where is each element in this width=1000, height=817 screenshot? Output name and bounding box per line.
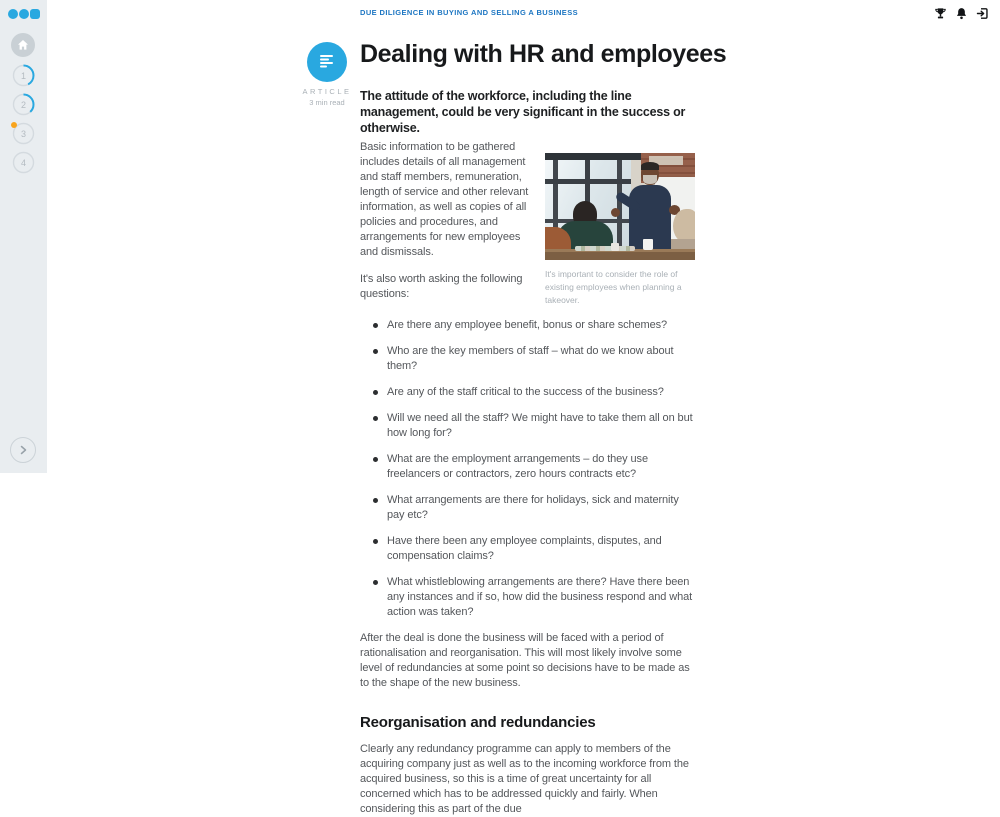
article-body: [360, 140, 695, 817]
article-meta: [297, 42, 357, 107]
step-number: 1: [20, 70, 26, 81]
article-photo: [545, 153, 695, 307]
logo-dot: [19, 9, 29, 19]
sign-out-button[interactable]: [976, 7, 989, 20]
photo-presenter-beard: [643, 175, 657, 184]
article-standfirst: The attitude of the workforce, including the line management, could be very significant in the success or otherwise.: [360, 89, 686, 135]
photo-mug: [611, 243, 619, 251]
bell-icon: [955, 7, 968, 20]
sidebar-step-1[interactable]: [12, 64, 35, 87]
questions-list: [360, 318, 695, 620]
sidebar-step-4[interactable]: [12, 151, 35, 174]
breadcrumb[interactable]: DUE DILIGENCE IN BUYING AND SELLING A BUSINESS: [360, 8, 578, 17]
photo-table-items: [575, 246, 635, 251]
article-icon: [316, 51, 338, 73]
home-icon: [17, 39, 29, 51]
sidebar-expand-button[interactable]: [10, 437, 36, 463]
brand-logo[interactable]: [8, 9, 40, 19]
photo-ceiling-beam: [545, 153, 645, 160]
chevron-right-icon: [17, 444, 29, 456]
paragraph: Clearly any redundancy programme can apply to members of the acquiring company just as well as to the incoming workforce from the acquired business, so this is a time of great uncertainty for all concerned which has to be addressed quickly and fairly. When considering this as part of the due: [360, 743, 689, 815]
list-item: Are any of the staff critical to the success of the business?: [360, 385, 695, 400]
logo-dot: [30, 9, 40, 19]
paragraph: It's also worth asking the following questions:: [360, 273, 523, 300]
achievements-button[interactable]: [934, 7, 947, 20]
photo-mug: [643, 239, 653, 250]
step-number: 3: [20, 128, 26, 139]
notification-dot: [11, 122, 17, 128]
photo-attendee-hair: [673, 209, 695, 243]
step-number: 2: [20, 99, 26, 110]
step-number: 4: [20, 157, 26, 168]
home-button[interactable]: [11, 33, 35, 57]
page-title: Dealing with HR and employees: [360, 40, 727, 68]
list-item: What are the employment arrangements – do they use freelancers or contractors, zero hours contracts etc?: [360, 452, 695, 482]
paragraph: After the deal is done the business will be faced with a period of rationalisation and reorganisation. This will most likely involve some level of redundancies at some point so decisions have to be made as to the shape of the new business.: [360, 632, 690, 689]
photo-caption: It's important to consider the role of existing employees when planning a takeover.: [545, 269, 682, 305]
list-item: Will we need all the staff? We might have to take them all on but how long for?: [360, 411, 695, 441]
list-item: Are there any employee benefit, bonus or share schemes?: [360, 318, 695, 333]
photo-presenter-hand: [611, 208, 620, 217]
sidebar: [0, 0, 47, 473]
list-item: What whistleblowing arrangements are there? Have there been any instances and if so, how did the business respond and what action was taken?: [360, 575, 695, 620]
logo-dot: [8, 9, 18, 19]
paragraph: Basic information to be gathered includes details of all management and staff members, remuneration, length of service and other relevant information, as well as copies of all policies and procedures, and arrangements for new employees and dismissals.: [360, 141, 529, 258]
notifications-button[interactable]: [955, 7, 968, 20]
sidebar-step-2[interactable]: [12, 93, 35, 116]
list-item: What arrangements are there for holidays, sick and maternity pay etc?: [360, 493, 695, 523]
article-type-badge: [307, 42, 347, 82]
photo-window-frame: [545, 179, 631, 184]
trophy-icon: [934, 7, 947, 20]
topbar-icons: [934, 7, 989, 20]
list-item: Who are the key members of staff – what do we know about them?: [360, 344, 695, 374]
list-item: Have there been any employee complaints, disputes, and compensation claims?: [360, 534, 695, 564]
sidebar-step-3[interactable]: [12, 122, 35, 145]
photo-presenter-hair: [641, 162, 659, 170]
section-heading: Reorganisation and redundancies: [360, 714, 596, 731]
read-time: 3 min read: [309, 98, 345, 107]
article-type-label: ARTICLE: [302, 87, 352, 96]
meeting-photo: [545, 153, 695, 260]
sign-out-icon: [976, 7, 989, 20]
